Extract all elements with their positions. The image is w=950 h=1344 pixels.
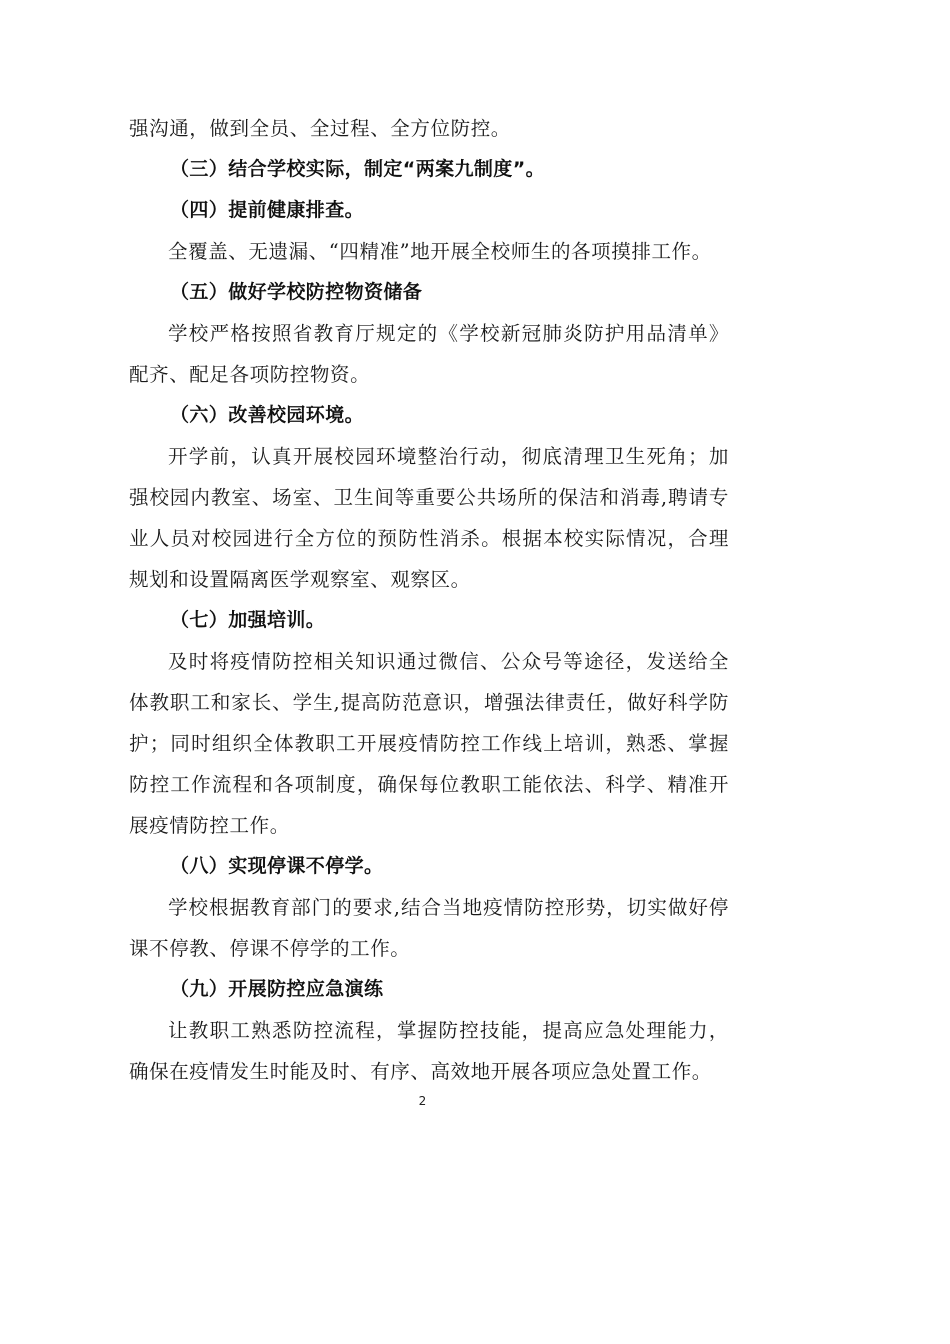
paragraph-training: 及时将疫情防控相关知识通过微信、公众号等途径，发送给全体教职工和家长、学生,提高防范意识，增强法律责任，做好科学防护；同时组织全体教职工开展疫情防控工作线上培训，熟悉、掌握防控工作流程和各项制度，确保每位教职工能依法、科学、精准开展疫情防控工作。 bbox=[129, 650, 729, 837]
section-heading-4: （四）提前健康排查。 bbox=[170, 199, 365, 221]
section-heading-8: （八）实现停课不停学。 bbox=[170, 855, 384, 877]
paragraph-continuation: 强沟通，做到全员、全过程、全方位防控。 bbox=[129, 117, 511, 140]
document-body bbox=[129, 108, 729, 1092]
section-heading-7: （七）加强培训。 bbox=[170, 609, 326, 631]
section-heading-6: （六）改善校园环境。 bbox=[170, 404, 365, 426]
paragraph-emergency-drill: 让教职工熟悉防控流程，掌握防控技能，提高应急处理能力，确保在疫情发生时能及时、有序、高效地开展各项应急处置工作。 bbox=[129, 1019, 729, 1083]
section-heading-3: （三）结合学校实际，制定“两案九制度”。 bbox=[170, 158, 545, 180]
paragraph-online-learning: 学校根据教育部门的要求,结合当地疫情防控形势，切实做好停课不停教、停课不停学的工作。 bbox=[129, 896, 729, 960]
page-number: 2 bbox=[418, 1094, 427, 1108]
section-heading-5: （五）做好学校防控物资储备 bbox=[170, 281, 423, 303]
section-heading-9: （九）开展防控应急演练 bbox=[170, 978, 384, 1000]
paragraph-health-screening: 全覆盖、无遗漏、“四精准”地开展全校师生的各项摸排工作。 bbox=[168, 240, 712, 263]
paragraph-environment: 开学前，认真开展校园环境整治行动，彻底清理卫生死角；加强校园内教室、场室、卫生间等重要公共场所的保洁和消毒,聘请专业人员对校园进行全方位的预防性消杀。根据本校实际情况，合理规划和设置隔离医学观察室、观察区。 bbox=[129, 445, 729, 591]
paragraph-supplies: 学校严格按照省教育厅规定的《学校新冠肺炎防护用品清单》配齐、配足各项防控物资。 bbox=[129, 322, 729, 386]
